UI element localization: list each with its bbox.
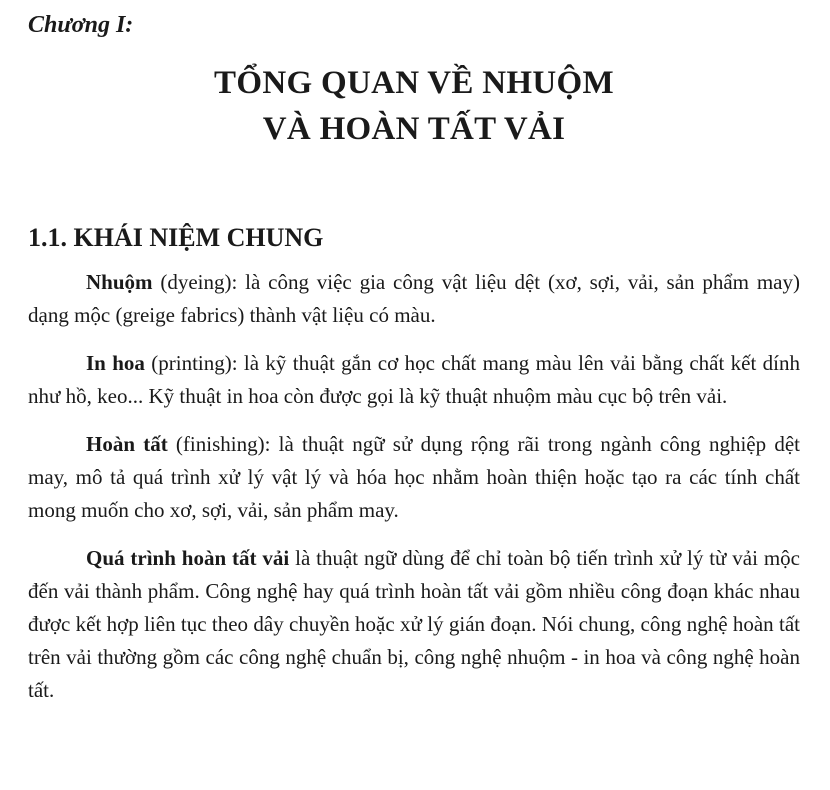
term-dyeing: Nhuộm [86,270,153,294]
paragraph-finishing [28,428,800,527]
document-page [28,0,800,790]
term-finishing: Hoàn tất [86,432,168,456]
paragraph-finishing-process [28,542,800,707]
chapter-title-line-1: TỔNG QUAN VỀ NHUỘM [214,65,614,101]
chapter-title-line-2: VÀ HOÀN TẤT VẢI [262,111,566,147]
paragraph-dyeing [28,266,800,332]
term-printing: In hoa [86,351,145,375]
chapter-label: Chương I: [28,12,134,38]
definition-printing: (printing): là kỹ thuật gắn cơ học chất mang màu lên vải bằng chất kết dính như hồ, keo... Kỹ thuật in hoa còn được gọi là kỹ thuật nhuộm màu cục bộ trên vải. [28,351,800,408]
definition-finishing: (finishing): là thuật ngữ sử dụng rộng rãi trong ngành công nghiệp dệt may, mô tả quá trình xử lý vật lý và hóa học nhằm hoàn thiện hoặc tạo ra các tính chất mong muốn cho xơ, sợi, vải, sản phẩm may. [28,432,800,522]
body-text [28,266,800,722]
term-finishing-process: Quá trình hoàn tất vải [86,546,290,570]
definition-finishing-process: là thuật ngữ dùng để chỉ toàn bộ tiến trình xử lý từ vải mộc đến vải thành phẩm. Công nghệ hay quá trình hoàn tất vải gồm nhiều công đoạn khác nhau được kết hợp liên tục theo dây chuyền hoặc xử lý gián đoạn. Nói chung, công nghệ hoàn tất trên vải thường gồm các công nghệ chuẩn bị, công nghệ nhuộm - in hoa và công nghệ hoàn tất. [28,546,800,702]
definition-dyeing: (dyeing): là công việc gia công vật liệu dệt (xơ, sợi, vải, sản phẩm may) dạng mộc (greige fabrics) thành vật liệu có màu. [28,270,800,327]
section-heading: 1.1. KHÁI NIỆM CHUNG [28,223,324,252]
chapter-title [28,60,800,152]
paragraph-printing [28,347,800,413]
